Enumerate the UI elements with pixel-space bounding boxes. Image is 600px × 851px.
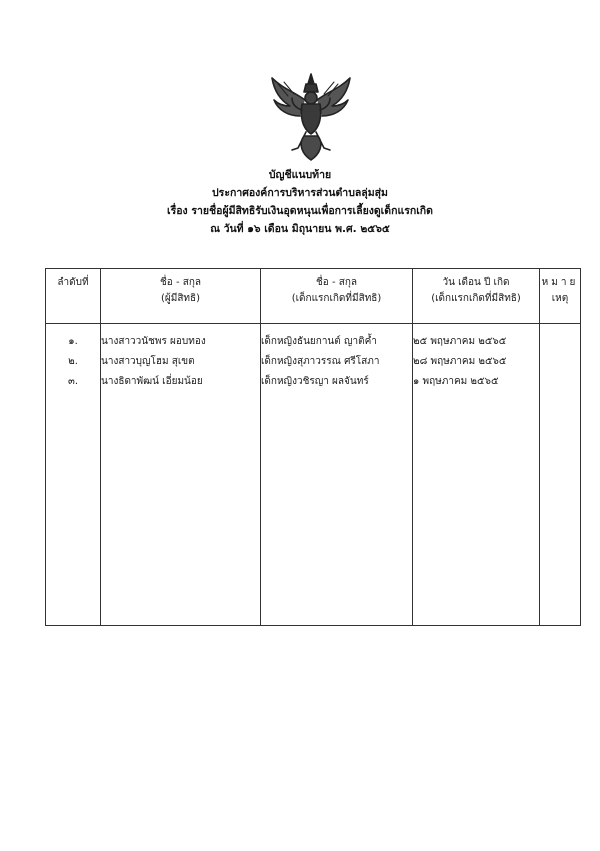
column-header-remark-line1: หมาย <box>541 277 579 288</box>
parent-name: นางสาววนัชพร ผอบทอง <box>101 336 206 347</box>
table-header-row <box>46 269 581 324</box>
column-header-parent-name <box>101 269 261 324</box>
parent-name-cell <box>101 324 261 626</box>
column-header-remark-line2: เหตุ <box>551 293 569 304</box>
beneficiary-table <box>45 268 581 626</box>
garuda-emblem-icon <box>268 70 354 162</box>
row-number: ๒. <box>68 356 78 367</box>
parent-name: นางสาวบุญโฮม สุเขต <box>101 356 195 367</box>
column-header-parent-name-line1: ชื่อ - สกุล <box>159 277 202 288</box>
column-header-parent-name-line2: (ผู้มีสิทธิ) <box>160 293 201 304</box>
column-header-birthdate-line2: (เด็กแรกเกิดที่มีสิทธิ) <box>431 293 521 304</box>
parent-name: นางธิดาพัฒน์ เอี่ยมน้อย <box>101 376 203 387</box>
order-cell <box>46 324 101 626</box>
document-title: บัญชีแนบท้าย <box>268 169 332 181</box>
child-name-cell <box>261 324 413 626</box>
child-name: เด็กหญิงสุภาวรรณ ศรีโสภา <box>261 356 380 367</box>
birthdate: ๒๕ พฤษภาคม ๒๕๖๕ <box>413 336 507 347</box>
remark-cell <box>540 324 581 626</box>
child-name: เด็กหญิงธันยกานต์ ญาติค้ำ <box>261 336 377 347</box>
announcement-date: ณ วันที่ ๑๖ เดือน มิถุนายน พ.ศ. ๒๕๖๕ <box>210 223 390 235</box>
row-number: ๑. <box>68 336 78 347</box>
announcement-issuer: ประกาศองค์การบริหารส่วนตำบลลุ่มสุ่ม <box>212 187 388 199</box>
column-header-child-name <box>261 269 413 324</box>
announcement-subject: เรื่อง รายชื่อผู้มีสิทธิรับเงินอุดหนุนเพื่อการเลี้ยงดูเด็กแรกเกิด <box>167 205 433 217</box>
column-header-birthdate <box>413 269 540 324</box>
birthdate: ๒๘ พฤษภาคม ๒๕๖๕ <box>413 356 507 367</box>
table-row <box>46 324 581 626</box>
column-header-child-name-line2: (เด็กแรกเกิดที่มีสิทธิ) <box>291 293 382 304</box>
column-header-child-name-line1: ชื่อ - สกุล <box>315 277 358 288</box>
child-name: เด็กหญิงวชิรญา ผลจันทร์ <box>261 376 369 387</box>
birthdate-cell <box>413 324 540 626</box>
row-number: ๓. <box>67 376 78 387</box>
birthdate: ๑ พฤษภาคม ๒๕๖๕ <box>413 376 499 387</box>
column-header-order <box>46 269 101 324</box>
column-header-remark <box>540 269 581 324</box>
column-header-birthdate-line1: วัน เดือน ปี เกิด <box>442 277 510 288</box>
column-header-order-label: ลำดับที่ <box>57 277 89 288</box>
